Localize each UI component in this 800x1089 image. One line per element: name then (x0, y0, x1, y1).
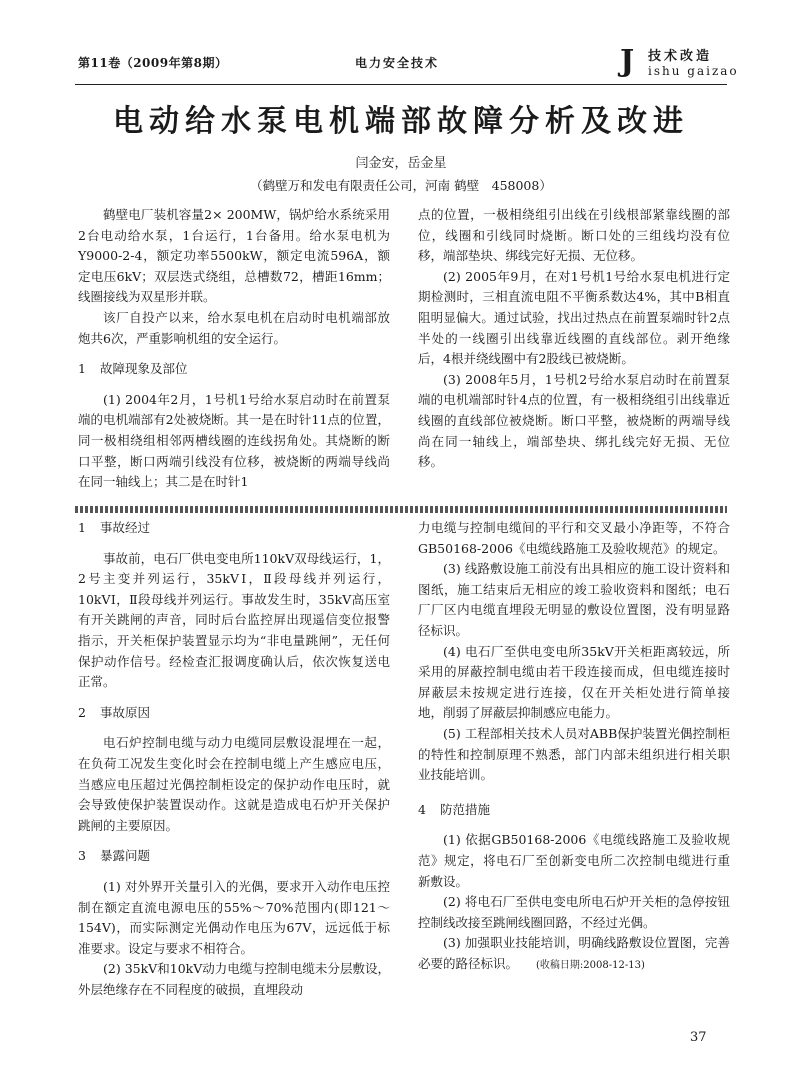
intro-paragraph-1: 鹤壁电厂装机容量2× 200MW，锅炉给水系统采用2台电动给水泵，1台运行，1台备用。给水泵电机为Y9000-2-4，额定功率5500kW，额定电流596A，额定电压6kV；双层迭式绕组，总槽数72，槽距16mm；线圈接线为双星形并联。 (78, 207, 390, 305)
article1-right-column (418, 205, 730, 473)
received-date: (收稿日期:2008-12-13) (536, 959, 645, 971)
article2-right-column (418, 518, 730, 976)
item-1-part-1: (1) 2004年2月，1号机1号给水泵启动时在前置泵端的电机端部有2处被烧断。其一是在时针11点的位置，同一极相绕组相邻两槽线圈的连线拐角处。其烧断的断口平整，断口两端引线没有位移，被烧断的两端导线尚在同一轴线上；其二是在时针1 (78, 391, 390, 490)
section-title: 防范措施 (440, 801, 491, 817)
intro-paragraph-2: 该厂自投产以来，给水泵电机在启动时电机端部放炮共6次，严重影响机组的安全运行。 (78, 309, 390, 346)
section-heading (78, 518, 390, 539)
column-title: 技术改造 (648, 49, 713, 64)
problem-item-4: (4) 电石厂至供电变电所35kV开关柜距离较远，所采用的屏蔽控制电缆由若干段连接而成，但电缆连接时屏蔽层未按规定进行连接，仅在开关柜处进行简单接地，削弱了屏蔽层抑制感应电能力。 (418, 643, 730, 721)
article-separator (75, 506, 727, 513)
section-title: 事故经过 (100, 520, 151, 535)
authors: 闫金安，岳金星 (355, 156, 447, 171)
article1-left-column (78, 205, 390, 493)
measure-item-2: (2) 将电石厂至供电变电所电石炉开关柜的急停按钮控制线改接至跳闸线圈回路，不经过光偶。 (418, 894, 730, 930)
problem-item-5: (5) 工程部相关技术人员对ABB保护装置光偶控制柜的特性和控制原理不熟悉，部门内部未组织进行相关职业技能培训。 (418, 725, 730, 783)
section-number: 3 (78, 848, 86, 864)
section-heading (78, 846, 390, 867)
section-title: 暴露问题 (100, 848, 151, 864)
problem-item-1: (1) 对外界开关量引入的光偶，要求开入动作电压控制在额定直流电源电压的55%～70%范围内(即121～154V)，而实际测定光偶动作电压为67V，远远低于标准要求。设定与要求不相符合。 (78, 878, 390, 956)
problem-item-3: (3) 线路敷设施工前没有出具相应的施工设计资料和图纸，施工结束后无相应的竣工验收资料和图纸；电石厂厂区内电缆直埋段无明显的敷设位置图，没有明显路径标识。 (418, 561, 730, 638)
affiliation: （鹤壁万和发电有限责任公司，河南 鹤壁 458008） (250, 178, 552, 193)
problem-item-2-part-1: (2) 35kV和10kV动力电缆与控制电缆未分层敷设，外层绝缘存在不同程度的破损，直埋段动 (78, 961, 390, 997)
journal-name: 电力安全技术 (355, 56, 440, 70)
article-title: 电动给水泵电机端部故障分析及改进 (113, 104, 689, 139)
section-number: 4 (418, 801, 426, 817)
section-title: 事故原因 (100, 704, 151, 720)
measure-item-1: (1) 依据GB50168-2006《电缆线路施工及验收规范》规定，将电石厂至创新变电所二次控制电缆进行重新敷设。 (418, 832, 730, 889)
section-heading (418, 800, 730, 821)
section-title: 故障现象及部位 (100, 361, 188, 377)
section-number: 2 (78, 704, 86, 720)
section-number: 1 (78, 520, 86, 535)
item-2: (2) 2005年9月，在对1号机1号给水泵电机进行定期检测时，三相直流电阻不平衡系数达4%，其中B相直阻明显偏大。通过试验，找出过热点在前置泵端时针2点半处的一线圈引出线靠近线圈的直线部位。剥开绝缘后，4根并绕线圈中有2股线已被烧断。 (418, 268, 730, 367)
measure-item-3-text: (3) 加强职业技能培训，明确线路敷设位置图，完善必要的路径标识。 (418, 935, 730, 971)
section-number: 1 (78, 361, 86, 377)
header-rule (75, 84, 727, 85)
journal-volume: 第11卷（2009年第8期） (78, 56, 228, 70)
page-number: 37 (690, 1030, 707, 1045)
section-heading (78, 703, 390, 724)
column-pinyin: ishu gaizao (648, 64, 739, 78)
accident-paragraph: 事故前，电石厂供电变电所110kV双母线运行，1，2号主变并列运行，35kVⅠ，Ⅱ段母线并列运行，10kVⅠ，Ⅱ段母线并列运行。事故发生时，35kV高压室有开关跳闸的声音，同时后台监控屏出现遥信变位报警指示，开关柜保护装置显示均为“非电量跳闸”，无任何保护动作信号。经检查汇报调度确认后，依次恢复送电正常。 (78, 550, 390, 690)
cause-paragraph: 电石炉控制电缆与动力电缆同层敷设混埋在一起，在负荷工况发生变化时会在控制电缆上产生感应电压，当感应电压超过光偶控制柜设定的保护动作电压时，就会导致使保护装置误动作。这就是造成电石炉开关保护跳闸的主要原因。 (78, 735, 390, 833)
item-3: (3) 2008年5月，1号机2号给水泵启动时在前置泵端的电机端部时针4点的位置，有一极相绕组引出线靠近线圈的直线部位被烧断。断口平整，被烧断的两端导线尚在同一轴线上，端部垫块、绑扎线完好无损、无位移。 (418, 371, 730, 470)
measure-item-3 (418, 933, 730, 976)
article2-left-column (78, 518, 390, 1000)
section-heading (78, 359, 390, 380)
item-1-part-2: 点的位置，一极相绕组引出线在引线根部紧靠线圈的部位，线圈和引线同时烧断。断口处的三组线均没有位移，端部垫块、绑线完好无损、无位移。 (418, 207, 730, 264)
problem-item-2-part-2: 力电缆与控制电缆间的平行和交叉最小净距等，不符合GB50168-2006《电缆线路施工及验收规范》的规定。 (418, 520, 730, 556)
column-letter: J (620, 44, 635, 79)
